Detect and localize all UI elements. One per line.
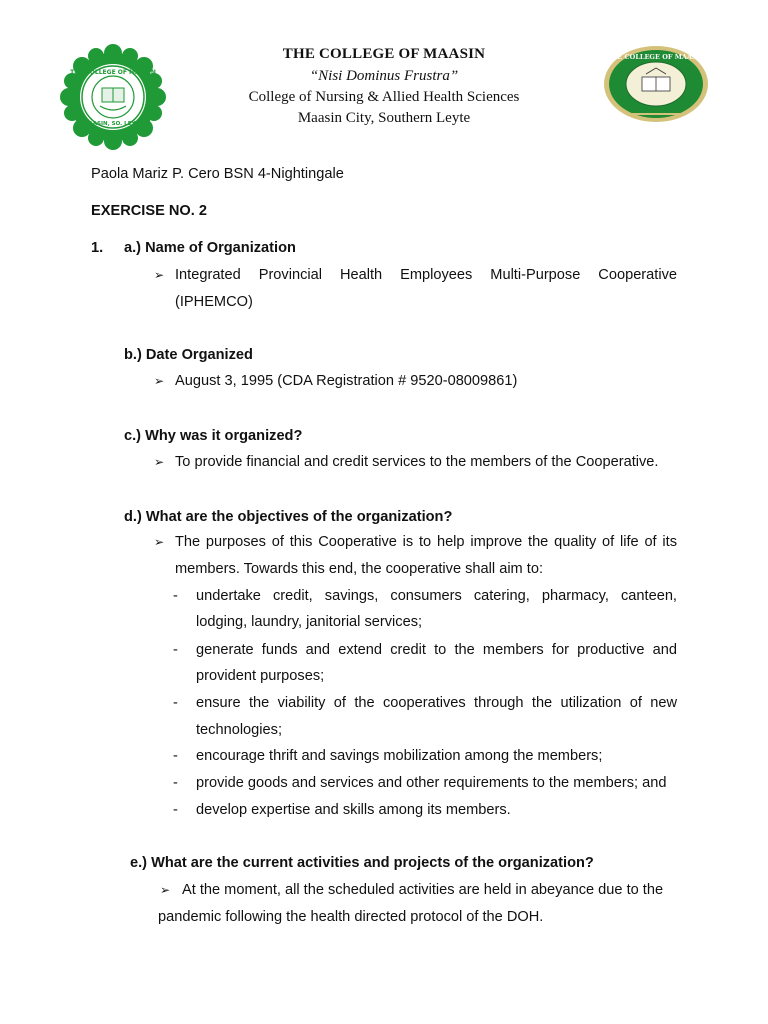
svg-text:THE COLLEGE OF MAASIN: THE COLLEGE OF MAASIN (606, 53, 706, 61)
section-d-intro-line1: The purposes of this Cooperative is to help improve the quality of life of its (175, 534, 677, 550)
college-location: Maasin City, Southern Leyte (297, 110, 471, 126)
student-name-line: Paola Mariz P. Cero BSN 4-Nightingale (91, 166, 344, 182)
section-a-line2: (IPHEMCO) (175, 294, 253, 310)
bullet-arrow-icon: ➢ (154, 268, 165, 282)
college-motto: “Nisi Dominus Frustra” (309, 68, 459, 84)
section-b-heading: b.) Date Organized (124, 347, 253, 363)
bullet-arrow-icon: ➢ (160, 883, 171, 897)
section-b-line1: August 3, 1995 (CDA Registration # 9520-08009861) (175, 373, 518, 389)
svg-text:THE COLLEGE OF MAASIN: THE COLLEGE OF MAASIN (70, 69, 156, 76)
svg-text:MAASIN, SO. LEYTE: MAASIN, SO. LEYTE (83, 121, 143, 127)
list-dash: - (173, 588, 178, 604)
section-e-heading: e.) What are the current activities and projects of the organization? (130, 855, 594, 871)
objective-item: provide goods and services and other requirements to the members; and (196, 775, 667, 791)
objective-item: undertake credit, savings, consumers catering, pharmacy, canteen, (196, 588, 677, 604)
objective-item: generate funds and extend credit to the members for productive and (196, 642, 677, 658)
bullet-arrow-icon: ➢ (154, 535, 165, 549)
question-number: 1. (91, 240, 104, 256)
section-c-line1: To provide financial and credit services to the members of the Cooperative. (175, 454, 659, 470)
objective-item-cont: provident purposes; (196, 668, 325, 684)
bullet-arrow-icon: ➢ (154, 374, 165, 388)
objective-item: encourage thrift and savings mobilization among the members; (196, 748, 603, 764)
section-c-heading: c.) Why was it organized? (124, 428, 303, 444)
nursing-seal-right (602, 44, 710, 124)
section-d-heading: d.) What are the objectives of the organization? (124, 509, 453, 525)
section-a-heading: a.) Name of Organization (124, 240, 296, 256)
section-e-line1: At the moment, all the scheduled activities are held in abeyance due to the (182, 882, 664, 898)
section-e-line2: pandemic following the health directed protocol of the DOH. (158, 909, 544, 925)
section-d-intro-line2: members. Towards this end, the cooperative shall aim to: (175, 561, 543, 577)
objective-item: ensure the viability of the cooperatives through the utilization of new (196, 695, 677, 711)
list-dash: - (173, 642, 178, 658)
exercise-title: EXERCISE NO. 2 (91, 203, 207, 219)
list-dash: - (173, 748, 178, 764)
list-dash: - (173, 802, 178, 818)
bullet-arrow-icon: ➢ (154, 455, 165, 469)
objective-item-cont: technologies; (196, 722, 283, 738)
department-name: College of Nursing & Allied Health Sciences (248, 89, 520, 105)
college-name: THE COLLEGE OF MAASIN (282, 46, 486, 62)
section-a-line1: Integrated Provincial Health Employees Multi-Purpose Cooperative (175, 267, 677, 283)
list-dash: - (173, 775, 178, 791)
objective-item-cont: lodging, laundry, janitorial services; (196, 614, 423, 630)
list-dash: - (173, 695, 178, 711)
objective-item: develop expertise and skills among its members. (196, 802, 511, 818)
